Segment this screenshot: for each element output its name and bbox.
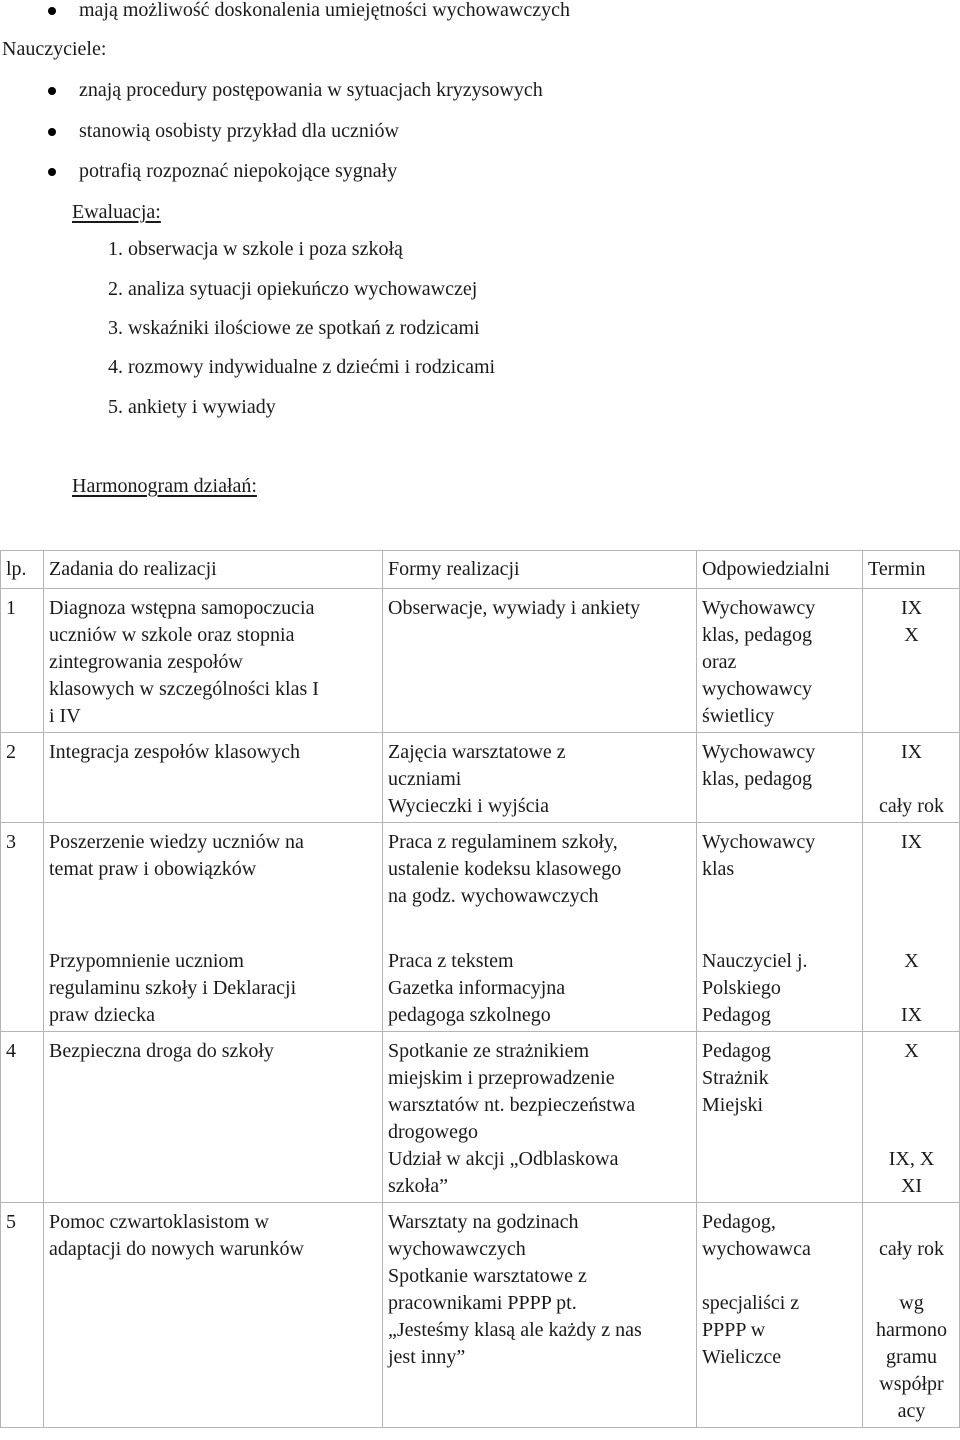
evaluation-item: 5. ankiety i wywiady [108, 396, 276, 418]
cell-task [44, 823, 383, 913]
cell-line: X [904, 1040, 919, 1062]
cell-line: wychowawczych [388, 1238, 526, 1260]
cell-term [863, 1032, 960, 1203]
cell-line: praw dziecka [49, 1004, 156, 1026]
cell-line: wychowawcy [702, 678, 812, 700]
cell-responsible [697, 912, 863, 1032]
table-row [1, 589, 960, 733]
cell-lp: 4 [1, 1032, 44, 1203]
cell-line: cały rok [879, 1238, 944, 1260]
cell-responsible [697, 589, 863, 733]
cell-lp: 5 [1, 1203, 44, 1428]
cell-line: Obserwacje, wywiady i ankiety [388, 597, 641, 619]
cell-line: Pomoc czwartoklasistom w [49, 1211, 269, 1233]
cell-line: Wychowawcy [702, 597, 816, 619]
cell-line: wychowawca [702, 1238, 811, 1260]
cell-line: Warsztaty na godzinach [388, 1211, 579, 1233]
evaluation-item: 2. analiza sytuacji opiekuńczo wychowawczej [108, 278, 478, 300]
cell-responsible [697, 733, 863, 823]
cell-term [863, 733, 960, 823]
cell-line [702, 1263, 858, 1290]
cell-responsible [697, 1203, 863, 1428]
cell-line: adaptacji do nowych warunków [49, 1238, 304, 1260]
cell-forms [383, 1203, 697, 1428]
cell-line: X [904, 624, 919, 646]
cell-lp: 1 [1, 589, 44, 733]
table-header-row [1, 551, 960, 589]
cell-line: Praca z tekstem [388, 950, 514, 972]
cell-line: temat praw i obowiązków [49, 858, 257, 880]
cell-lp: 2 [1, 733, 44, 823]
cell-line: klas [702, 858, 735, 880]
cell-line: IX, X [888, 1148, 935, 1170]
cell-line [868, 1119, 955, 1146]
cell-line: Zajęcia warsztatowe z [388, 741, 566, 763]
cell-line: PPPP w [702, 1319, 766, 1341]
evaluation-item: 4. rozmowy indywidualne z dziećmi i rodzicami [108, 356, 496, 378]
cell-line: klas, pedagog [702, 768, 812, 790]
cell-lp: 3 [1, 823, 44, 913]
cell-line: Miejski [702, 1094, 764, 1116]
cell-line: miejskim i przeprowadzenie [388, 1067, 615, 1089]
cell-line: klasowych w szczególności klas I [49, 678, 319, 700]
cell-line: pracownikami PPPP pt. [388, 1292, 577, 1314]
cell-line: Pedagog, [702, 1211, 776, 1233]
bullet-text: mają możliwość doskonalenia umiejętności wychowawczych [79, 0, 570, 21]
cell-line: i IV [49, 705, 81, 727]
cell-line: jest inny” [388, 1346, 466, 1368]
table-row [1, 912, 960, 1032]
cell-line: regulaminu szkoły i Deklaracji [49, 977, 297, 999]
cell-line: pedagoga szkolnego [388, 1004, 551, 1026]
cell-forms [383, 1032, 697, 1203]
bullet-text: potrafią rozpoznać niepokojące sygnały [79, 160, 398, 182]
evaluation-item: 1. obserwacja w szkole i poza szkołą [108, 238, 403, 260]
header-responsible: Odpowiedzialni [697, 551, 863, 589]
cell-line: Bezpieczna droga do szkoły [49, 1040, 274, 1062]
cell-line: klas, pedagog [702, 624, 812, 646]
cell-task [44, 733, 383, 823]
cell-line: Nauczyciel j. [702, 950, 808, 972]
bullet-text: stanowią osobisty przykład dla uczniów [79, 120, 399, 142]
cell-line: Spotkanie warsztatowe z [388, 1265, 587, 1287]
cell-task [44, 1203, 383, 1428]
cell-line: Wieliczce [702, 1346, 782, 1368]
cell-task [44, 1032, 383, 1203]
cell-line: drogowego [388, 1121, 478, 1143]
schedule-table [0, 550, 960, 1428]
cell-line: Pedagog [702, 1004, 771, 1026]
cell-line: harmono [875, 1319, 948, 1341]
cell-line: ustalenie kodeksu klasowego [388, 858, 622, 880]
cell-line: zintegrowania zespołów [49, 651, 243, 673]
header-tasks: Zadania do realizacji [44, 551, 383, 589]
cell-responsible [697, 823, 863, 913]
table-row [1, 823, 960, 913]
cell-line: Diagnoza wstępna samopoczucia [49, 597, 315, 619]
cell-line: uczniami [388, 768, 462, 790]
cell-responsible [697, 1032, 863, 1203]
cell-line: Wychowawcy [702, 741, 816, 763]
cell-line: IX [900, 831, 923, 853]
cell-line [868, 1065, 955, 1092]
cell-line: gramu [885, 1346, 938, 1368]
cell-forms [383, 589, 697, 733]
cell-line [868, 975, 955, 1002]
table-row [1, 1032, 960, 1203]
cell-task [44, 912, 383, 1032]
cell-forms [383, 733, 697, 823]
cell-line: Wycieczki i wyjścia [388, 795, 549, 817]
cell-line: „Jesteśmy klasą ale każdy z nas [388, 1319, 642, 1341]
cell-line [868, 766, 955, 793]
cell-term [863, 912, 960, 1032]
cell-line [868, 1209, 955, 1236]
bullet-item [79, 0, 570, 24]
cell-line: Strażnik [702, 1067, 769, 1089]
cell-line: Spotkanie ze strażnikiem [388, 1040, 590, 1062]
cell-line: IX [900, 741, 923, 763]
cell-line: X [904, 950, 919, 972]
cell-line: wg [899, 1292, 924, 1314]
cell-line: cały rok [879, 795, 944, 817]
table-row [1, 1203, 960, 1428]
cell-line: Polskiego [702, 977, 781, 999]
cell-line: IX [900, 597, 923, 619]
bullet-text: znają procedury postępowania w sytuacjach kryzysowych [79, 79, 543, 101]
cell-line: świetlicy [702, 705, 775, 727]
cell-line: Wychowawcy [702, 831, 816, 853]
header-forms: Formy realizacji [383, 551, 697, 589]
evaluation-item: 3. wskaźniki ilościowe ze spotkań z rodzicami [108, 317, 480, 339]
cell-line: warsztatów nt. bezpieczeństwa [388, 1094, 636, 1116]
cell-line: Przypomnienie uczniom [49, 950, 244, 972]
cell-task [44, 589, 383, 733]
header-term: Termin [863, 551, 960, 589]
cell-forms [383, 823, 697, 913]
cell-term [863, 589, 960, 733]
cell-line: Udział w akcji „Odblaskowa [388, 1148, 619, 1170]
cell-term [863, 1203, 960, 1428]
table-row [1, 733, 960, 823]
evaluation-heading: Ewaluacja: [72, 201, 161, 223]
cell-line: Praca z regulaminem szkoły, [388, 831, 618, 853]
cell-forms [383, 912, 697, 1032]
cell-line: Pedagog [702, 1040, 771, 1062]
header-lp: lp. [1, 551, 44, 589]
bullet-item [79, 118, 399, 145]
cell-line: Poszerzenie wiedzy uczniów na [49, 831, 304, 853]
cell-lp [1, 912, 44, 1032]
cell-line: oraz [702, 651, 737, 673]
cell-line: Integracja zespołów klasowych [49, 741, 301, 763]
cell-line [868, 1263, 955, 1290]
cell-line: acy [897, 1400, 926, 1422]
bullet-item [79, 77, 543, 104]
teachers-heading: Nauczyciele: [2, 38, 107, 60]
schedule-heading: Harmonogram działań: [72, 475, 257, 497]
bullet-item [79, 158, 397, 185]
cell-line: XI [900, 1175, 923, 1197]
cell-line: uczniów w szkole oraz stopnia [49, 624, 295, 646]
cell-line: specjaliści z [702, 1292, 800, 1314]
cell-line [868, 1092, 955, 1119]
cell-line: IX [900, 1004, 923, 1026]
cell-line: szkoła” [388, 1175, 448, 1197]
cell-term [863, 823, 960, 913]
cell-line: współpr [879, 1373, 944, 1395]
cell-line: Gazetka informacyjna [388, 977, 566, 999]
cell-line: na godz. wychowawczych [388, 885, 599, 907]
